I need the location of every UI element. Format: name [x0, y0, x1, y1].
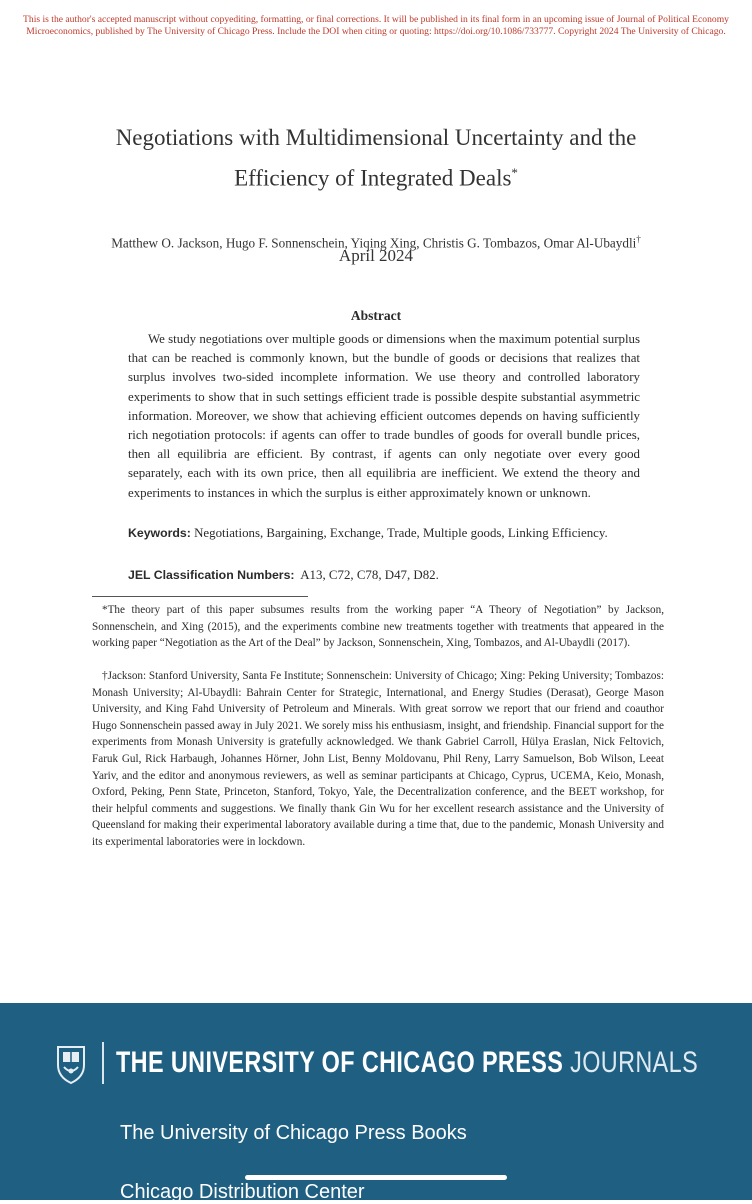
abstract-text: We study negotiations over multiple goods or dimensions when the maximum potential surplus that can be reached is commonly known, but the bundle of goods or decisions that realizes that surplus involves two-sided incomplete information. We use theory and controlled laboratory experiments to show that in such settings efficient trade is possible despite substantial asymmetric information. Moreover, we show that achieving efficient outcomes depends on having sufficiently rich negotiation protocols: if agents can offer to trade bundles of goods for overall bundle prices, then all equilibria are efficient. By contrast, if agents can only negotiate over every good separately, each with its own price, then all equilibria are inefficient. We extend the theory and experiments to instances in which the surplus is either approximately known or unknown.: [128, 332, 640, 500]
site-footer: [0, 1003, 752, 1200]
logo-divider: [102, 1042, 104, 1084]
press-books-link[interactable]: The University of Chicago Press Books: [120, 1122, 467, 1144]
manuscript-notice: This is the author's accepted manuscript without copyediting, formatting, or final corrections. It will be published in its final form in an upcoming issue of Journal of Political Economy Microeconomics, published by The University of Chicago Press. Include the DOI when citing or quoting: https://doi.org/10.1086/733777. Copyright 2024 The University of Chicago.: [23, 14, 729, 37]
footnote-divider: [92, 596, 308, 597]
distribution-center-link[interactable]: Chicago Distribution Center: [120, 1181, 365, 1203]
keywords-text: Negotiations, Bargaining, Exchange, Trade, Multiple goods, Linking Efficiency.: [194, 526, 608, 540]
keywords-label: Keywords:: [128, 526, 191, 540]
press-name-suffix: JOURNALS: [570, 1046, 699, 1079]
jel-label: JEL Classification Numbers:: [128, 568, 295, 582]
press-logo[interactable]: [54, 1038, 752, 1088]
title-footnote-mark: *: [511, 165, 518, 180]
footnote-2: †Jackson: Stanford University, Santa Fe Institute; Sonnenschein: University of Chicago; Xing: Peking University; Tombazos: Monash University; Al-Ubaydli: Bahrain Center for Strategic, International, and Energy Studies (Derasat), George Mason University, and King Fahd University of Petroleum and Minerals. With great sorrow we report that our friend and coauthor Hugo Sonnenschein passed away in July 2021. We sorely miss his enthusiasm, insight, and friendship. Financial support for the experiments from Monash University is gratefully acknowledged. We thank Gabriel Carroll, Hülya Eraslan, Nick Feltovich, Faruk Gul, Rick Harbaugh, Johannes Hörner, John List, Benny Moldovanu, Phil Reny, Larry Samuelson, Bob Wilson, Leeat Yariv, and the editor and anonymous reviewers, as well as seminar participants at Chicago, Cyprus, UCEMA, Keio, Monash, Oxford, Peking, Penn State, Princeton, Stanford, Tokyo, Yale, the Decentralization conference, and the BEET workshop, for their helpful comments and suggestions. We finally thank Gin Wu for her excellent research assistance and the University of Queensland for making their experimental laboratory available during a time that, due to the pandemic, Monash University and its experimental laboratories were in lockdown.: [92, 670, 664, 848]
title-line-2: Efficiency of Integrated Deals: [234, 165, 512, 191]
keywords: [128, 524, 640, 543]
press-name: [116, 1046, 698, 1080]
jel-classification: [128, 566, 640, 585]
paper-date: April 2024: [338, 246, 414, 265]
abstract-heading: Abstract: [350, 308, 402, 323]
press-name-main: THE UNIVERSITY OF CHICAGO PRESS: [116, 1046, 564, 1079]
jel-codes: A13, C72, C78, D47, D82.: [300, 568, 439, 582]
paper-title: [40, 120, 712, 196]
authors-footnote-mark: †: [636, 234, 641, 244]
university-crest-icon: [54, 1041, 88, 1085]
title-line-1: Negotiations with Multidimensional Uncertainty and the: [115, 125, 637, 150]
footnote-1: *The theory part of this paper subsumes results from the working paper “A Theory of Negotiation” by Jackson, Sonnenschein, and Xing (2015), and the experiments combine new treatments together with treatments that appeared in the working paper “Negotiation as the Art of the Deal” by Jackson, Sonnenschein, Xing, Tombazos, and Al-Ubaydli (2017).: [92, 604, 664, 650]
authors-text: Matthew O. Jackson, Hugo F. Sonnenschein, Yiqing Xing, Christis G. Tombazos, Omar Al-Ubaydli: [111, 235, 637, 251]
home-indicator[interactable]: [245, 1175, 507, 1180]
